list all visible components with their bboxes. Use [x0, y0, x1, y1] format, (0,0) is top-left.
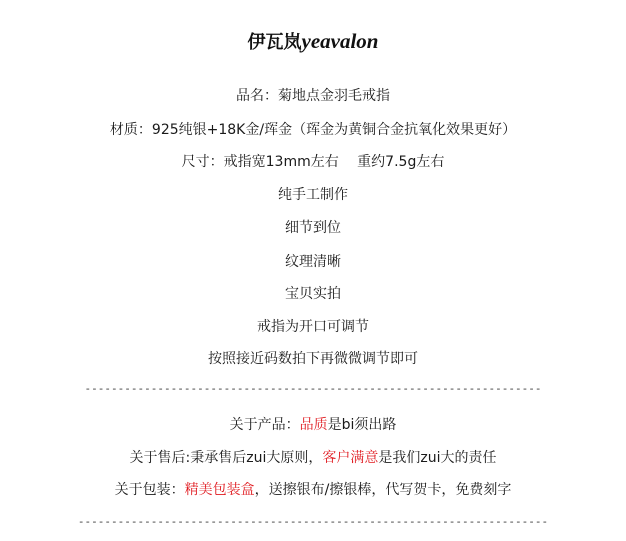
feature-handmade: 纯手工制作 [278, 187, 348, 203]
size-line [0, 153, 626, 171]
product-name-line [0, 87, 626, 105]
about-package-line [0, 481, 626, 499]
size-label: 尺寸： [181, 154, 224, 170]
size-value: 戒指宽13mm左右 重约7.5g左右 [223, 154, 445, 170]
about-service-suffix: 是我们zui大的责任 [378, 450, 497, 466]
feature-real-photo: 宝贝实拍 [285, 286, 341, 302]
divider-bottom: ----------------------------------------------------------------------- [77, 515, 549, 528]
about-product-suffix: 是bi须出路 [327, 417, 397, 433]
material-value: 925纯银+18K金/珲金（珲金为黄铜合金抗氧化效果更好） [151, 122, 517, 138]
feature-texture: 纹理清晰 [285, 254, 341, 270]
about-product-prefix: 关于产品： [229, 417, 300, 433]
product-name-value: 菊地点金羽毛戒指 [278, 88, 390, 104]
about-service-highlight: 客户满意 [322, 450, 379, 466]
about-product-line [0, 416, 626, 434]
brand-name-cn: 伊瓦岚 [247, 32, 302, 53]
feature-size-tip: 按照接近码数拍下再微微调节即可 [208, 351, 418, 367]
product-name-label: 品名： [236, 88, 278, 104]
about-service-line [0, 449, 626, 467]
about-package-prefix: 关于包装： [114, 482, 185, 498]
about-package-suffix: ，送擦银布/擦银棒，代写贺卡，免费刻字 [254, 482, 512, 498]
divider-top: --------------------------------------------------------------------- [84, 382, 542, 395]
about-product-highlight: 品质 [299, 417, 328, 433]
about-service-prefix: 关于售后:秉承售后zui大原则， [129, 450, 323, 466]
material-label: 材质： [109, 122, 152, 138]
feature-adjustable: 戒指为开口可调节 [257, 319, 369, 335]
brand-logo [0, 28, 626, 54]
about-package-highlight: 精美包装盒 [184, 482, 255, 498]
material-line [0, 121, 626, 139]
feature-detail: 细节到位 [285, 220, 341, 236]
brand-name-en: yeavalon [301, 29, 379, 53]
